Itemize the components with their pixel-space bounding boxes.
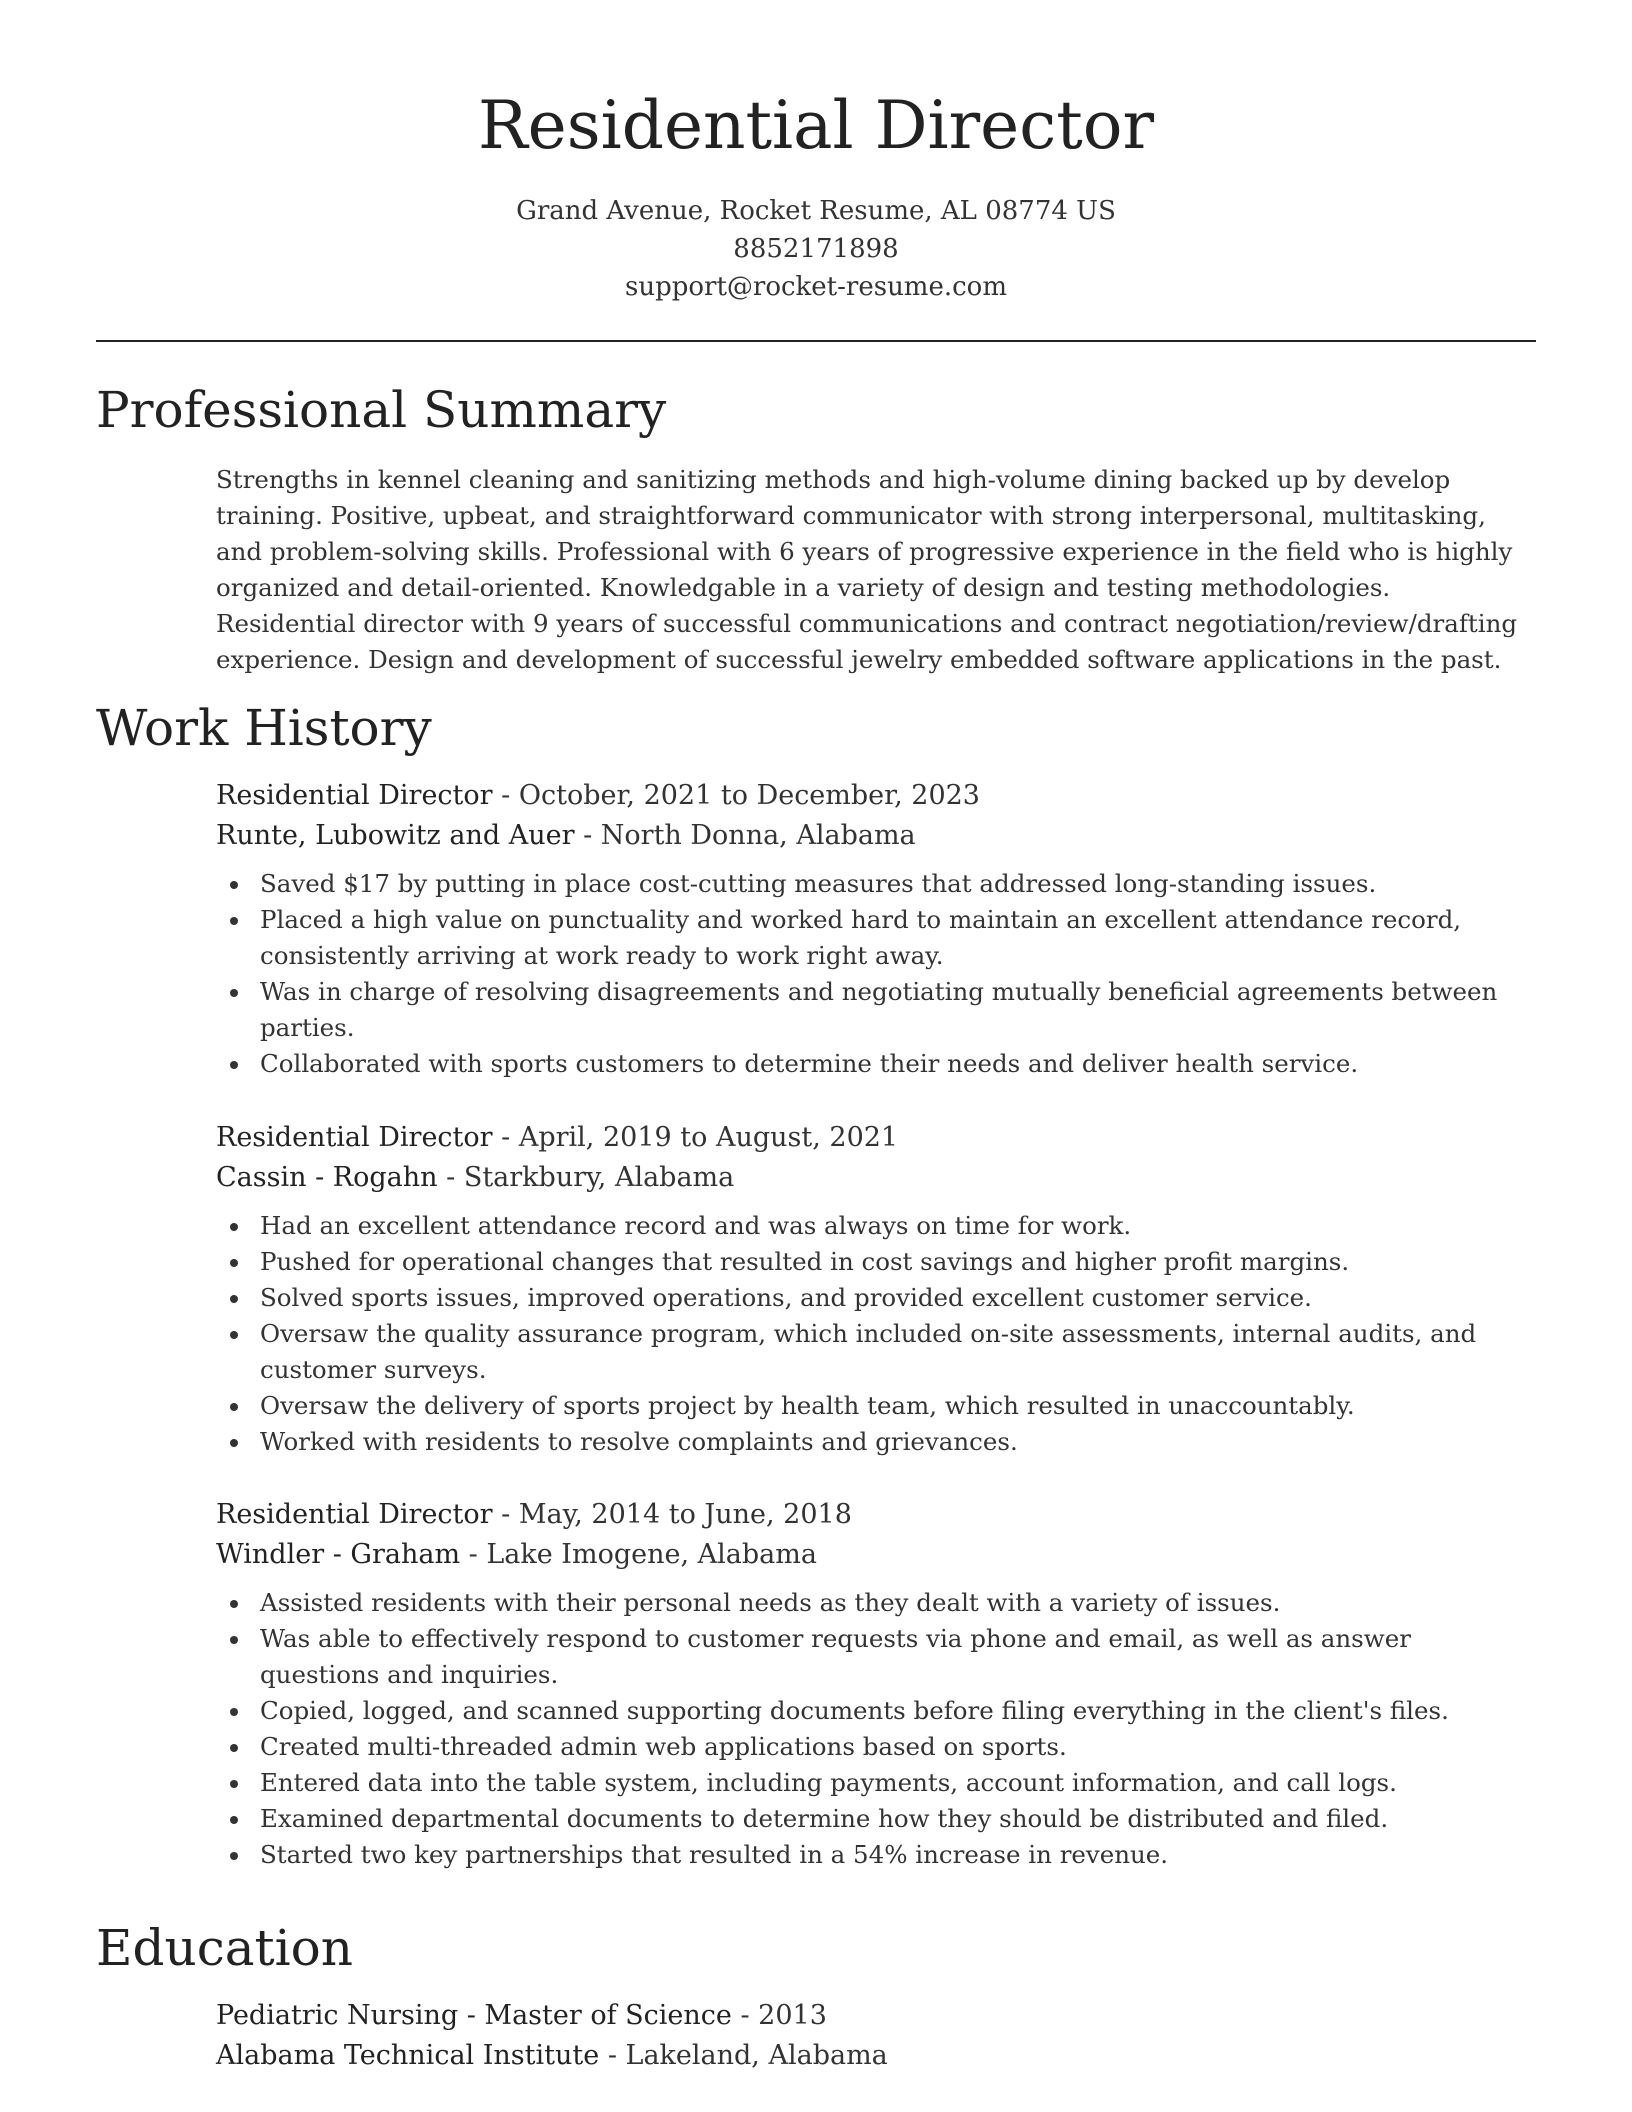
job-bullet: Oversaw the delivery of sports project by health team, which resulted in unaccountably.	[216, 1388, 1536, 1424]
job-location: - Lake Imogene, Alabama	[460, 1539, 817, 1570]
job-bullet: Was in charge of resolving disagreements and negotiating mutually beneficial agreements between parties.	[216, 974, 1536, 1046]
summary-text: Strengths in kennel cleaning and sanitizing methods and high-volume dining backed up by develop training. Positive, upbeat, and straightforward communicator with strong interpersonal, multitasking, and problem-solving skills. Professional with 6 years of progressive experience in the field who is highly organized and detail-oriented. Knowledgable in a variety of design and testing methodologies. Residential director with 9 years of successful communications and contract negotiation/review/drafting experience. Design and development of successful jewelry embedded software applications in the past.	[216, 465, 1518, 674]
job-location: - North Donna, Alabama	[574, 820, 916, 851]
education-location: - Lakeland, Alabama	[599, 2040, 888, 2071]
job-title-line	[216, 776, 1536, 816]
contact-email: support@rocket-resume.com	[624, 272, 1007, 302]
job-dates: - May, 2014 to June, 2018	[492, 1499, 852, 1530]
job-bullet: Assisted residents with their personal needs as they dealt with a variety of issues.	[216, 1585, 1536, 1621]
section-title-work-history: Work History	[96, 699, 432, 757]
job-bullet: Started two key partnerships that resulted in a 54% increase in revenue.	[216, 1837, 1536, 1873]
job-bullet: Created multi-threaded admin web applications based on sports.	[216, 1729, 1536, 1765]
job-bullet: Pushed for operational changes that resulted in cost savings and higher profit margins.	[216, 1244, 1536, 1280]
job-entry	[216, 1118, 1536, 1460]
contact-address: Grand Avenue, Rocket Resume, AL 08774 US	[516, 196, 1116, 226]
job-company: Cassin - Rogahn	[216, 1162, 438, 1193]
job-bullet: Placed a high value on punctuality and worked hard to maintain an excellent attendance record, consistently arriving at work ready to work right away.	[216, 902, 1536, 974]
education-school: Alabama Technical Institute	[216, 2040, 600, 2071]
education-degree-line	[216, 1996, 1536, 2036]
header-divider	[96, 340, 1536, 342]
job-role: Residential Director	[216, 780, 493, 811]
job-company-line	[216, 816, 1536, 856]
contact-phone: 8852171898	[733, 234, 899, 264]
job-bullets	[216, 866, 1536, 1082]
job-bullets	[216, 1585, 1536, 1873]
job-role: Residential Director	[216, 1122, 493, 1153]
job-bullet: Solved sports issues, improved operations, and provided excellent customer service.	[216, 1280, 1536, 1316]
job-company-line	[216, 1535, 1536, 1575]
education-entry	[216, 1996, 1536, 2076]
job-company: Windler - Graham	[216, 1539, 461, 1570]
education-year: - 2013	[731, 2000, 827, 2031]
job-bullet: Copied, logged, and scanned supporting documents before filing everything in the client's files.	[216, 1693, 1536, 1729]
education-degree: Pediatric Nursing - Master of Science	[216, 2000, 732, 2031]
job-bullet: Examined departmental documents to determine how they should be distributed and filed.	[216, 1801, 1536, 1837]
contact-block	[0, 192, 1632, 306]
job-bullet: Had an excellent attendance record and was always on time for work.	[216, 1208, 1536, 1244]
job-bullet: Worked with residents to resolve complaints and grievances.	[216, 1424, 1536, 1460]
job-company: Runte, Lubowitz and Auer	[216, 820, 575, 851]
job-title-line	[216, 1495, 1536, 1535]
job-title-line	[216, 1118, 1536, 1158]
job-bullet: Entered data into the table system, including payments, account information, and call logs.	[216, 1765, 1536, 1801]
job-bullets	[216, 1208, 1536, 1460]
job-bullet: Collaborated with sports customers to determine their needs and deliver health service.	[216, 1046, 1536, 1082]
job-bullet: Oversaw the quality assurance program, which included on-site assessments, internal audits, and customer surveys.	[216, 1316, 1536, 1388]
job-dates: - April, 2019 to August, 2021	[492, 1122, 899, 1153]
job-bullet: Saved $17 by putting in place cost-cutting measures that addressed long-standing issues.	[216, 866, 1536, 902]
candidate-name: Residential Director	[477, 87, 1155, 164]
job-entry	[216, 776, 1536, 1082]
job-company-line	[216, 1158, 1536, 1198]
section-title-summary: Professional Summary	[96, 381, 667, 439]
job-dates: - October, 2021 to December, 2023	[492, 780, 980, 811]
job-location: - Starkbury, Alabama	[437, 1162, 735, 1193]
section-title-education: Education	[96, 1919, 353, 1977]
job-entry	[216, 1495, 1536, 1873]
job-role: Residential Director	[216, 1499, 493, 1530]
job-bullet: Was able to effectively respond to customer requests via phone and email, as well as answer questions and inquiries.	[216, 1621, 1536, 1693]
education-school-line	[216, 2036, 1536, 2076]
